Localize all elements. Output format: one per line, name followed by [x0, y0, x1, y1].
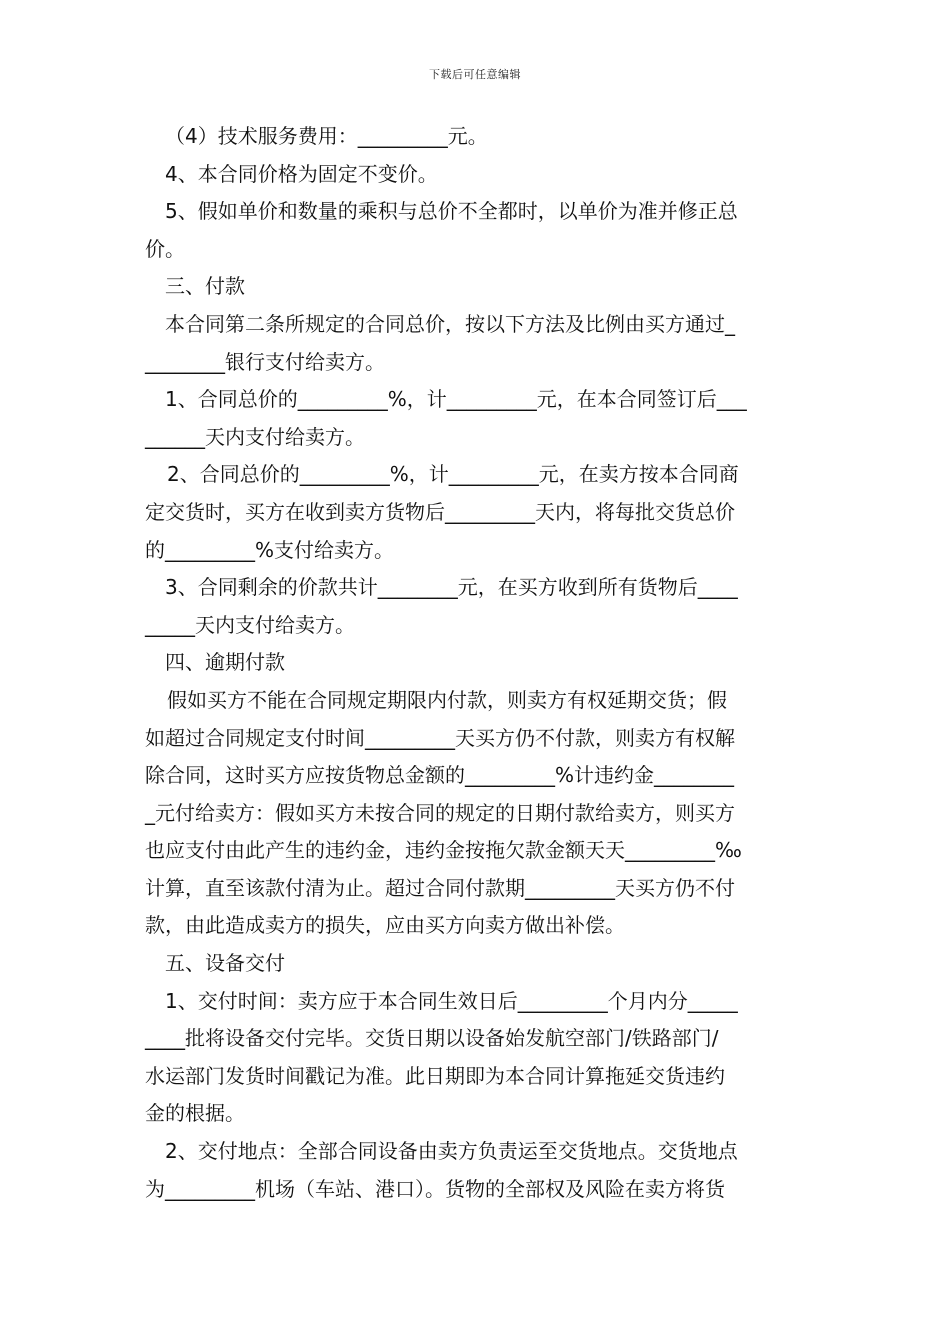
text-line: 计算，直至该款付清为止。超过合同付款期_________天买方仍不付 [145, 875, 735, 900]
text-line: 款，由此造成卖方的损失，应由买方向卖方做出补偿。 [145, 913, 625, 938]
text-line: 水运部门发货时间戳记为准。此日期即为本合同计算拖延交货违约 [145, 1063, 725, 1088]
text-line: 如超过合同规定支付时间_________天买方仍不付款，则卖方有权解 [145, 725, 735, 750]
text-line: 五、设备交付 [165, 951, 285, 976]
text-line: 的_________%支付给卖方。 [145, 537, 395, 562]
text-line: 三、付款 [165, 274, 245, 299]
text-line: 四、逾期付款 [165, 650, 285, 675]
text-line: ______天内支付给卖方。 [145, 424, 365, 449]
text-line: 2、交付地点：全部合同设备由卖方负责运至交货地点。交货地点 [165, 1139, 738, 1164]
text-line: _____天内支付给卖方。 [145, 612, 355, 637]
text-line: 价。 [145, 236, 185, 261]
text-line: 也应支付由此产生的违约金，违约金按拖欠款金额天天_________‰ [145, 838, 742, 863]
text-line: ____批将设备交付完毕。交货日期以设备始发航空部门/铁路部门/ [145, 1026, 719, 1051]
text-line: 1、交付时间：卖方应于本合同生效日后_________个月内分_____ [165, 988, 738, 1013]
text-line: （4）技术服务费用：_________元。 [165, 124, 488, 148]
text-line: 3、合同剩余的价款共计________元，在买方收到所有货物后____ [165, 575, 738, 600]
text-line: 假如买方不能在合同规定期限内付款，则卖方有权延期交货；假 [167, 687, 727, 712]
text-line: 2、合同总价的_________%，计_________元，在卖方按本合同商 [167, 462, 739, 487]
text-line: 本合同第二条所规定的合同总价，按以下方法及比例由买方通过_ [165, 311, 735, 336]
contract-body [145, 118, 810, 1208]
text-line: 为_________机场（车站、港口）。货物的全部权及风险在卖方将货 [145, 1176, 725, 1201]
text-line: 金的根据。 [145, 1101, 245, 1126]
text-line: _元付给卖方：假如买方未按合同的规定的日期付款给卖方，则买方 [145, 800, 735, 825]
text-line: 除合同，这时买方应按货物总金额的_________%计违约金________ [145, 763, 735, 788]
text-line: 5、假如单价和数量的乘积与总价不全都时，以单价为准并修正总 [165, 199, 738, 224]
text-line: 1、合同总价的_________%，计_________元，在本合同签订后___ [165, 387, 747, 412]
text-line: 4、本合同价格为固定不变价。 [165, 161, 438, 186]
text-line: ________银行支付给卖方。 [145, 349, 385, 374]
text-line: 定交货时，买方在收到卖方货物后_________天内，将每批交货总价 [145, 499, 735, 524]
page-header: 下载后可任意编辑 [429, 68, 521, 81]
